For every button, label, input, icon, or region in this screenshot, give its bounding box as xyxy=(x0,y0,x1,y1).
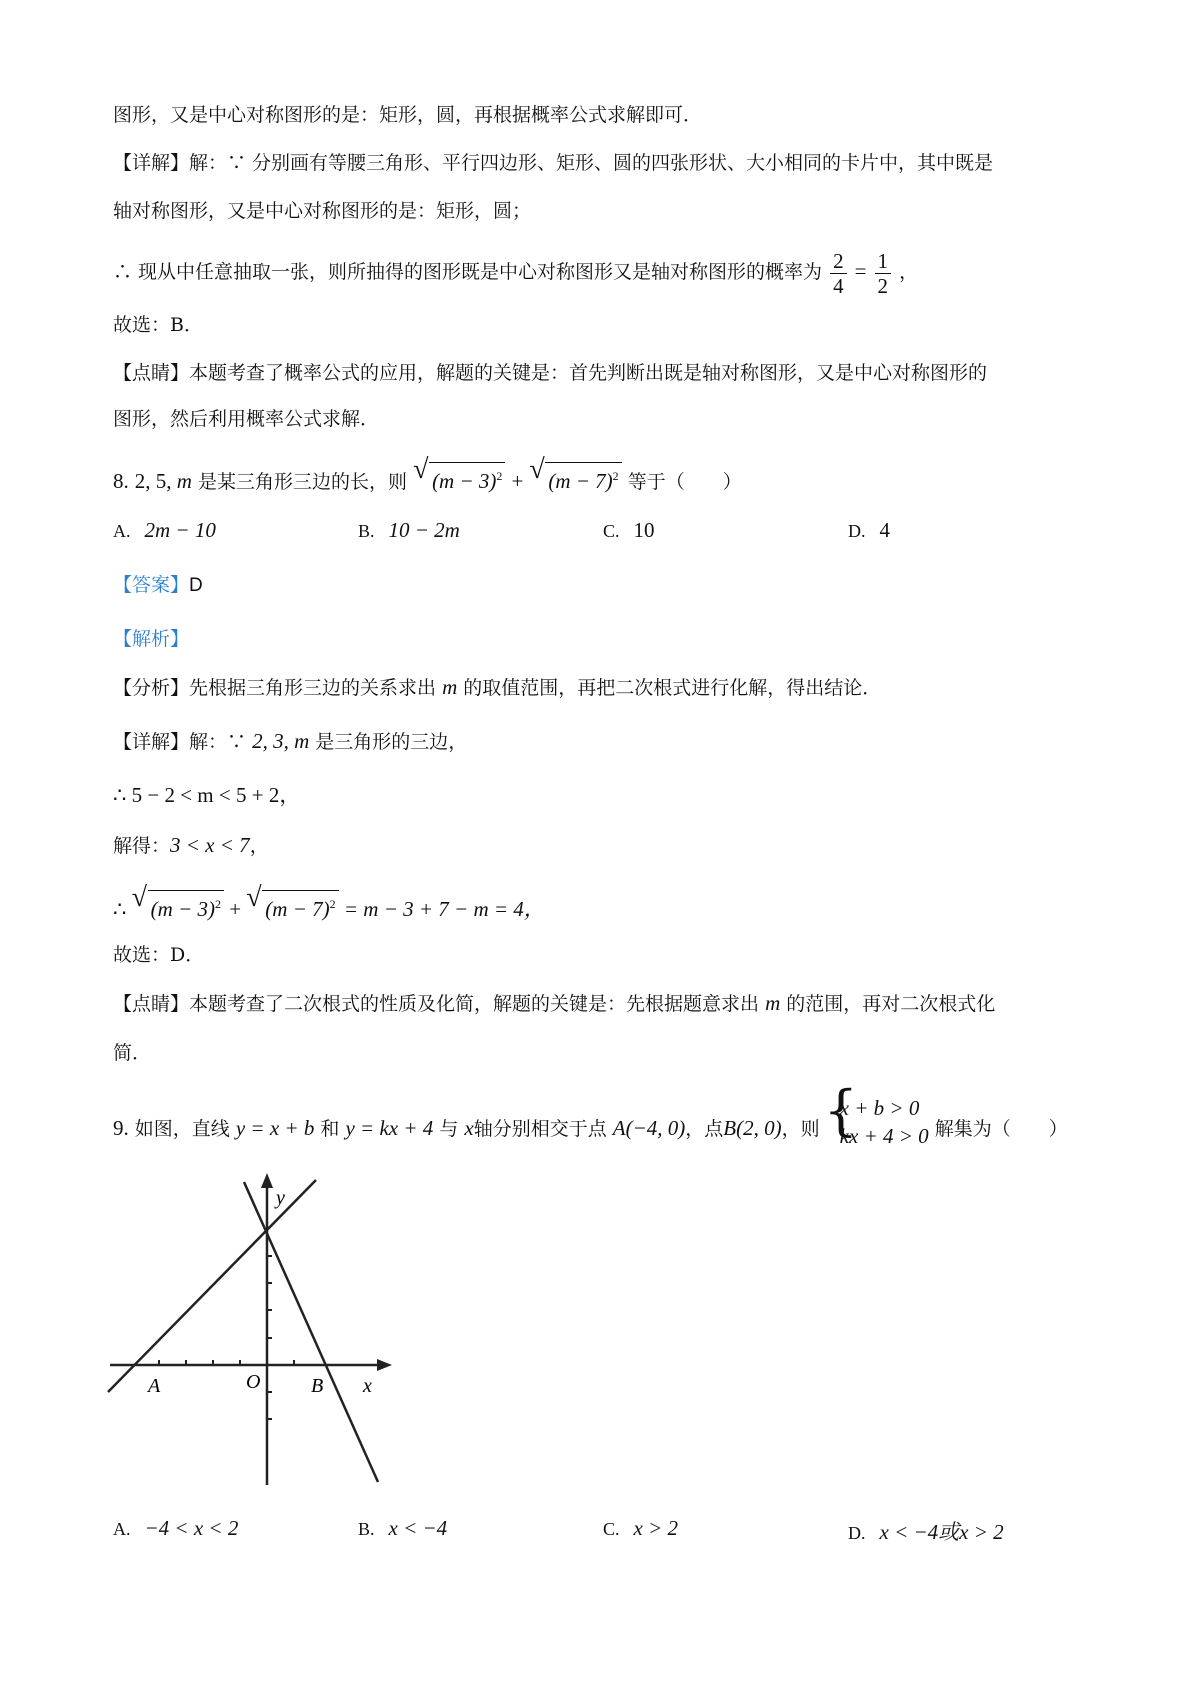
sqrt-expression: √ $(m - 7)^2$ xyxy=(248,890,338,922)
analysis-heading: 【解析】 xyxy=(113,628,190,650)
question-8: 8. 2, 5, m 是某三角形三边的长，则 √ $(m - 3)^2$ + √ $(m - 7)^2$ 等于（ ） xyxy=(113,462,742,495)
text-line: 【详解】解：∵ 2, 3, m 是三角形的三边， xyxy=(113,729,468,753)
option-b: B. 10 − 2m xyxy=(358,518,460,542)
text-line: 故选：B． xyxy=(113,314,203,336)
x-axis-arrow xyxy=(377,1359,392,1371)
option-a: A. 2m − 10 xyxy=(113,518,216,542)
text-line: 【点睛】本题考查了二次根式的性质及化简，解题的关键是：先根据题意求出 m 的范围，再对二次根式化 xyxy=(113,991,996,1015)
text-line: 图形，然后利用概率公式求解． xyxy=(113,408,380,430)
text-line: 【点睛】本题考查了概率公式的应用，解题的关键是：首先判断出既是轴对称图形，又是中心对称图形的 xyxy=(113,362,988,384)
probability-line: ∴ 现从中任意抽取一张，则所抽得的图形既是中心对称图形又是轴对称图形的概率为 $\frac{2}{4}$ = $\frac{1}{2}$ ， xyxy=(113,248,919,298)
question-9: 9. 如图，直线 y = x + b 和 y = kx + 4 与 x轴分别相交于点 A(−4, 0)，点B(2, 0)，则 { x + b > 0 kx + 4 > 0 解集为（ ） xyxy=(113,1094,1068,1166)
point-a-label: A xyxy=(148,1375,161,1397)
text-line: 图形，又是中心对称图形的是：矩形，圆，再根据概率公式求解即可． xyxy=(113,104,703,126)
sqrt-expression: √ $(m - 7)^2$ xyxy=(531,462,621,494)
option-c: C. x > 2 xyxy=(603,1516,679,1540)
coordinate-graph xyxy=(100,1170,400,1490)
text-line: 轴对称图形，又是中心对称图形的是：矩形，圆； xyxy=(113,200,532,222)
y-axis-label: y xyxy=(276,1187,285,1209)
option-b: B. x < −4 xyxy=(358,1516,448,1540)
text-line: ∴ 5 − 2 < m < 5 + 2， xyxy=(113,783,301,807)
text-line: 解得：3 < x < 7， xyxy=(113,833,269,857)
x-axis-label: x xyxy=(363,1375,372,1397)
text-line: 【分析】先根据三角形三边的关系求出 m 的取值范围，再把二次根式进行化解，得出结论． xyxy=(113,675,882,699)
text-line: 故选：D． xyxy=(113,944,205,966)
fraction: $\frac{1}{2}$ xyxy=(875,249,892,298)
sqrt-expression: √ $(m - 3)^2$ xyxy=(134,890,224,922)
sqrt-expression: √ $(m - 3)^2$ xyxy=(415,462,505,494)
y-axis-arrow xyxy=(261,1173,273,1188)
text-line: 简． xyxy=(113,1042,152,1064)
line-y-kx-plus-4 xyxy=(244,1182,378,1482)
sqrt-line: ∴ √ $(m - 3)^2$ + √ $(m - 7)^2 = m - 3 + 7 - m = 4$， xyxy=(113,890,545,922)
fraction: $\frac{2}{4}$ xyxy=(830,249,847,298)
option-c: C. 10 xyxy=(603,518,655,542)
origin-label: O xyxy=(246,1371,261,1393)
point-b-label: B xyxy=(311,1375,324,1397)
inequality-system: { x + b > 0 kx + 4 > 0 xyxy=(823,1079,929,1148)
option-a: A. −4 < x < 2 xyxy=(113,1516,239,1540)
answer-line: 【答案】D xyxy=(113,574,203,596)
option-d: D. 4 xyxy=(848,518,890,542)
text-line: 【详解】解：∵ 分别画有等腰三角形、平行四边形、矩形、圆的四张形状、大小相同的卡片中，其中既是 xyxy=(113,152,994,174)
option-d: D. x < −4或x > 2 xyxy=(848,1520,1004,1544)
